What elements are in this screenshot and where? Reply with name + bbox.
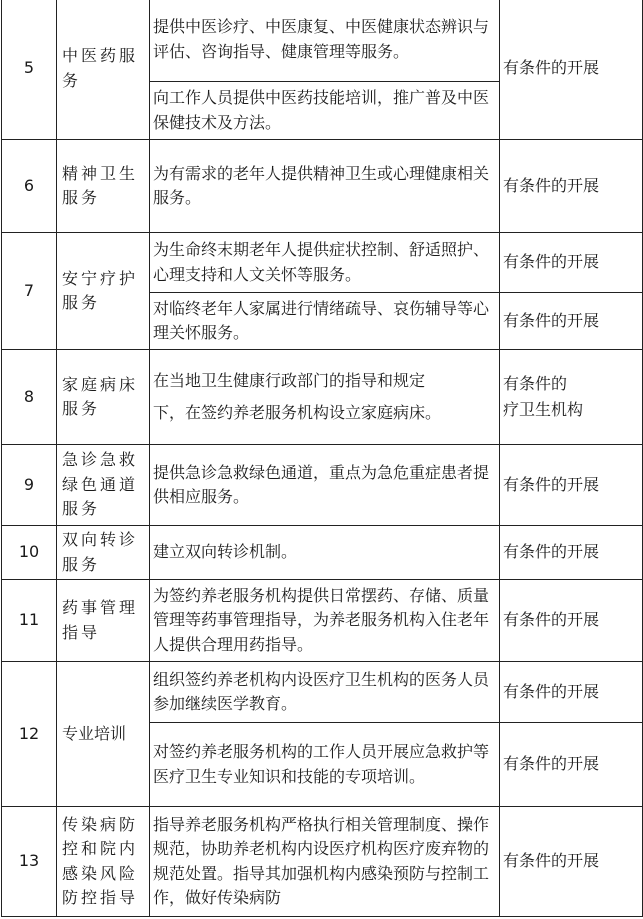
service-note: 有条件的开展 — [500, 445, 643, 526]
service-description: 组织签约养老机构内设医疗卫生机构的医务人员参加继续医学教育。 — [150, 662, 500, 723]
service-note: 有条件的开展 — [500, 662, 643, 723]
service-table — [1, 0, 643, 917]
service-name: 专业培训 — [57, 662, 150, 807]
service-name: 中医药服务 — [57, 0, 150, 140]
table-row — [2, 526, 643, 580]
service-description: 对签约养老服务机构的工作人员开展应急救护等医疗卫生专业知识和技能的专项培训。 — [150, 723, 500, 807]
table-row — [2, 0, 643, 82]
service-description: 为有需求的老年人提供精神卫生或心理健康相关服务。 — [150, 140, 500, 233]
row-number: 5 — [2, 0, 57, 140]
row-number: 11 — [2, 580, 57, 662]
service-note: 有条件的开展 — [500, 580, 643, 662]
table-row — [2, 140, 643, 233]
row-number: 12 — [2, 662, 57, 807]
table-row — [2, 662, 643, 723]
service-name: 双向转诊服务 — [57, 526, 150, 580]
row-number: 6 — [2, 140, 57, 233]
service-description: 指导养老服务机构严格执行相关管理制度、操作规范，协助养老机构内设医疗机构医疗废弃物的规范处置。指导其加强机构内感染预防与控制工作，做好传染病防 — [150, 807, 500, 917]
table-row — [2, 350, 643, 445]
service-note: 有条件的开展 — [500, 293, 643, 350]
row-number: 10 — [2, 526, 57, 580]
service-name: 药事管理指导 — [57, 580, 150, 662]
table-row — [2, 445, 643, 526]
service-note: 有条件的开展 — [500, 723, 643, 807]
service-description: 为生命终末期老年人提供症状控制、舒适照护、心理支持和人文关怀等服务。 — [150, 233, 500, 293]
service-description: 建立双向转诊机制。 — [150, 526, 500, 580]
table-row — [2, 233, 643, 293]
row-number: 13 — [2, 807, 57, 917]
service-description: 提供急诊急救绿色通道，重点为急危重症患者提供相应服务。 — [150, 445, 500, 526]
table-row — [2, 580, 643, 662]
description-line: 在当地卫生健康行政部门的指导和规定 — [153, 371, 426, 390]
service-note: 有条件的开展 — [500, 233, 643, 293]
row-number: 9 — [2, 445, 57, 526]
service-note: 有条件的开展 — [500, 0, 643, 140]
note-line: 有条件的 — [503, 374, 568, 393]
description-line: 下，在签约养老服务机构设立家庭病床。 — [153, 403, 442, 422]
service-description: 向工作人员提供中医药技能培训，推广普及中医保健技术及方法。 — [150, 82, 500, 140]
service-note: 有条件的开展 — [500, 140, 643, 233]
service-description — [150, 350, 500, 445]
service-note — [500, 350, 643, 445]
note-line: 疗卫生机构 — [503, 400, 584, 419]
service-description: 提供中医诊疗、中医康复、中医健康状态辨识与评估、咨询指导、健康管理等服务。 — [150, 0, 500, 82]
service-name: 安宁疗护服务 — [57, 233, 150, 350]
service-name: 精神卫生服务 — [57, 140, 150, 233]
service-note: 有条件的开展 — [500, 807, 643, 917]
service-name: 急诊急救绿色通道服务 — [57, 445, 150, 526]
service-description: 对临终老年人家属进行情绪疏导、哀伤辅导等心理关怀服务。 — [150, 293, 500, 350]
service-description: 为签约养老服务机构提供日常摆药、存储、质量管理等药事管理指导，为养老服务机构入住老年人提供合理用药指导。 — [150, 580, 500, 662]
table-row — [2, 807, 643, 917]
service-name: 家庭病床服务 — [57, 350, 150, 445]
row-number: 7 — [2, 233, 57, 350]
service-note: 有条件的开展 — [500, 526, 643, 580]
service-name: 传染病防控和院内感染风险防控指导 — [57, 807, 150, 917]
row-number: 8 — [2, 350, 57, 445]
